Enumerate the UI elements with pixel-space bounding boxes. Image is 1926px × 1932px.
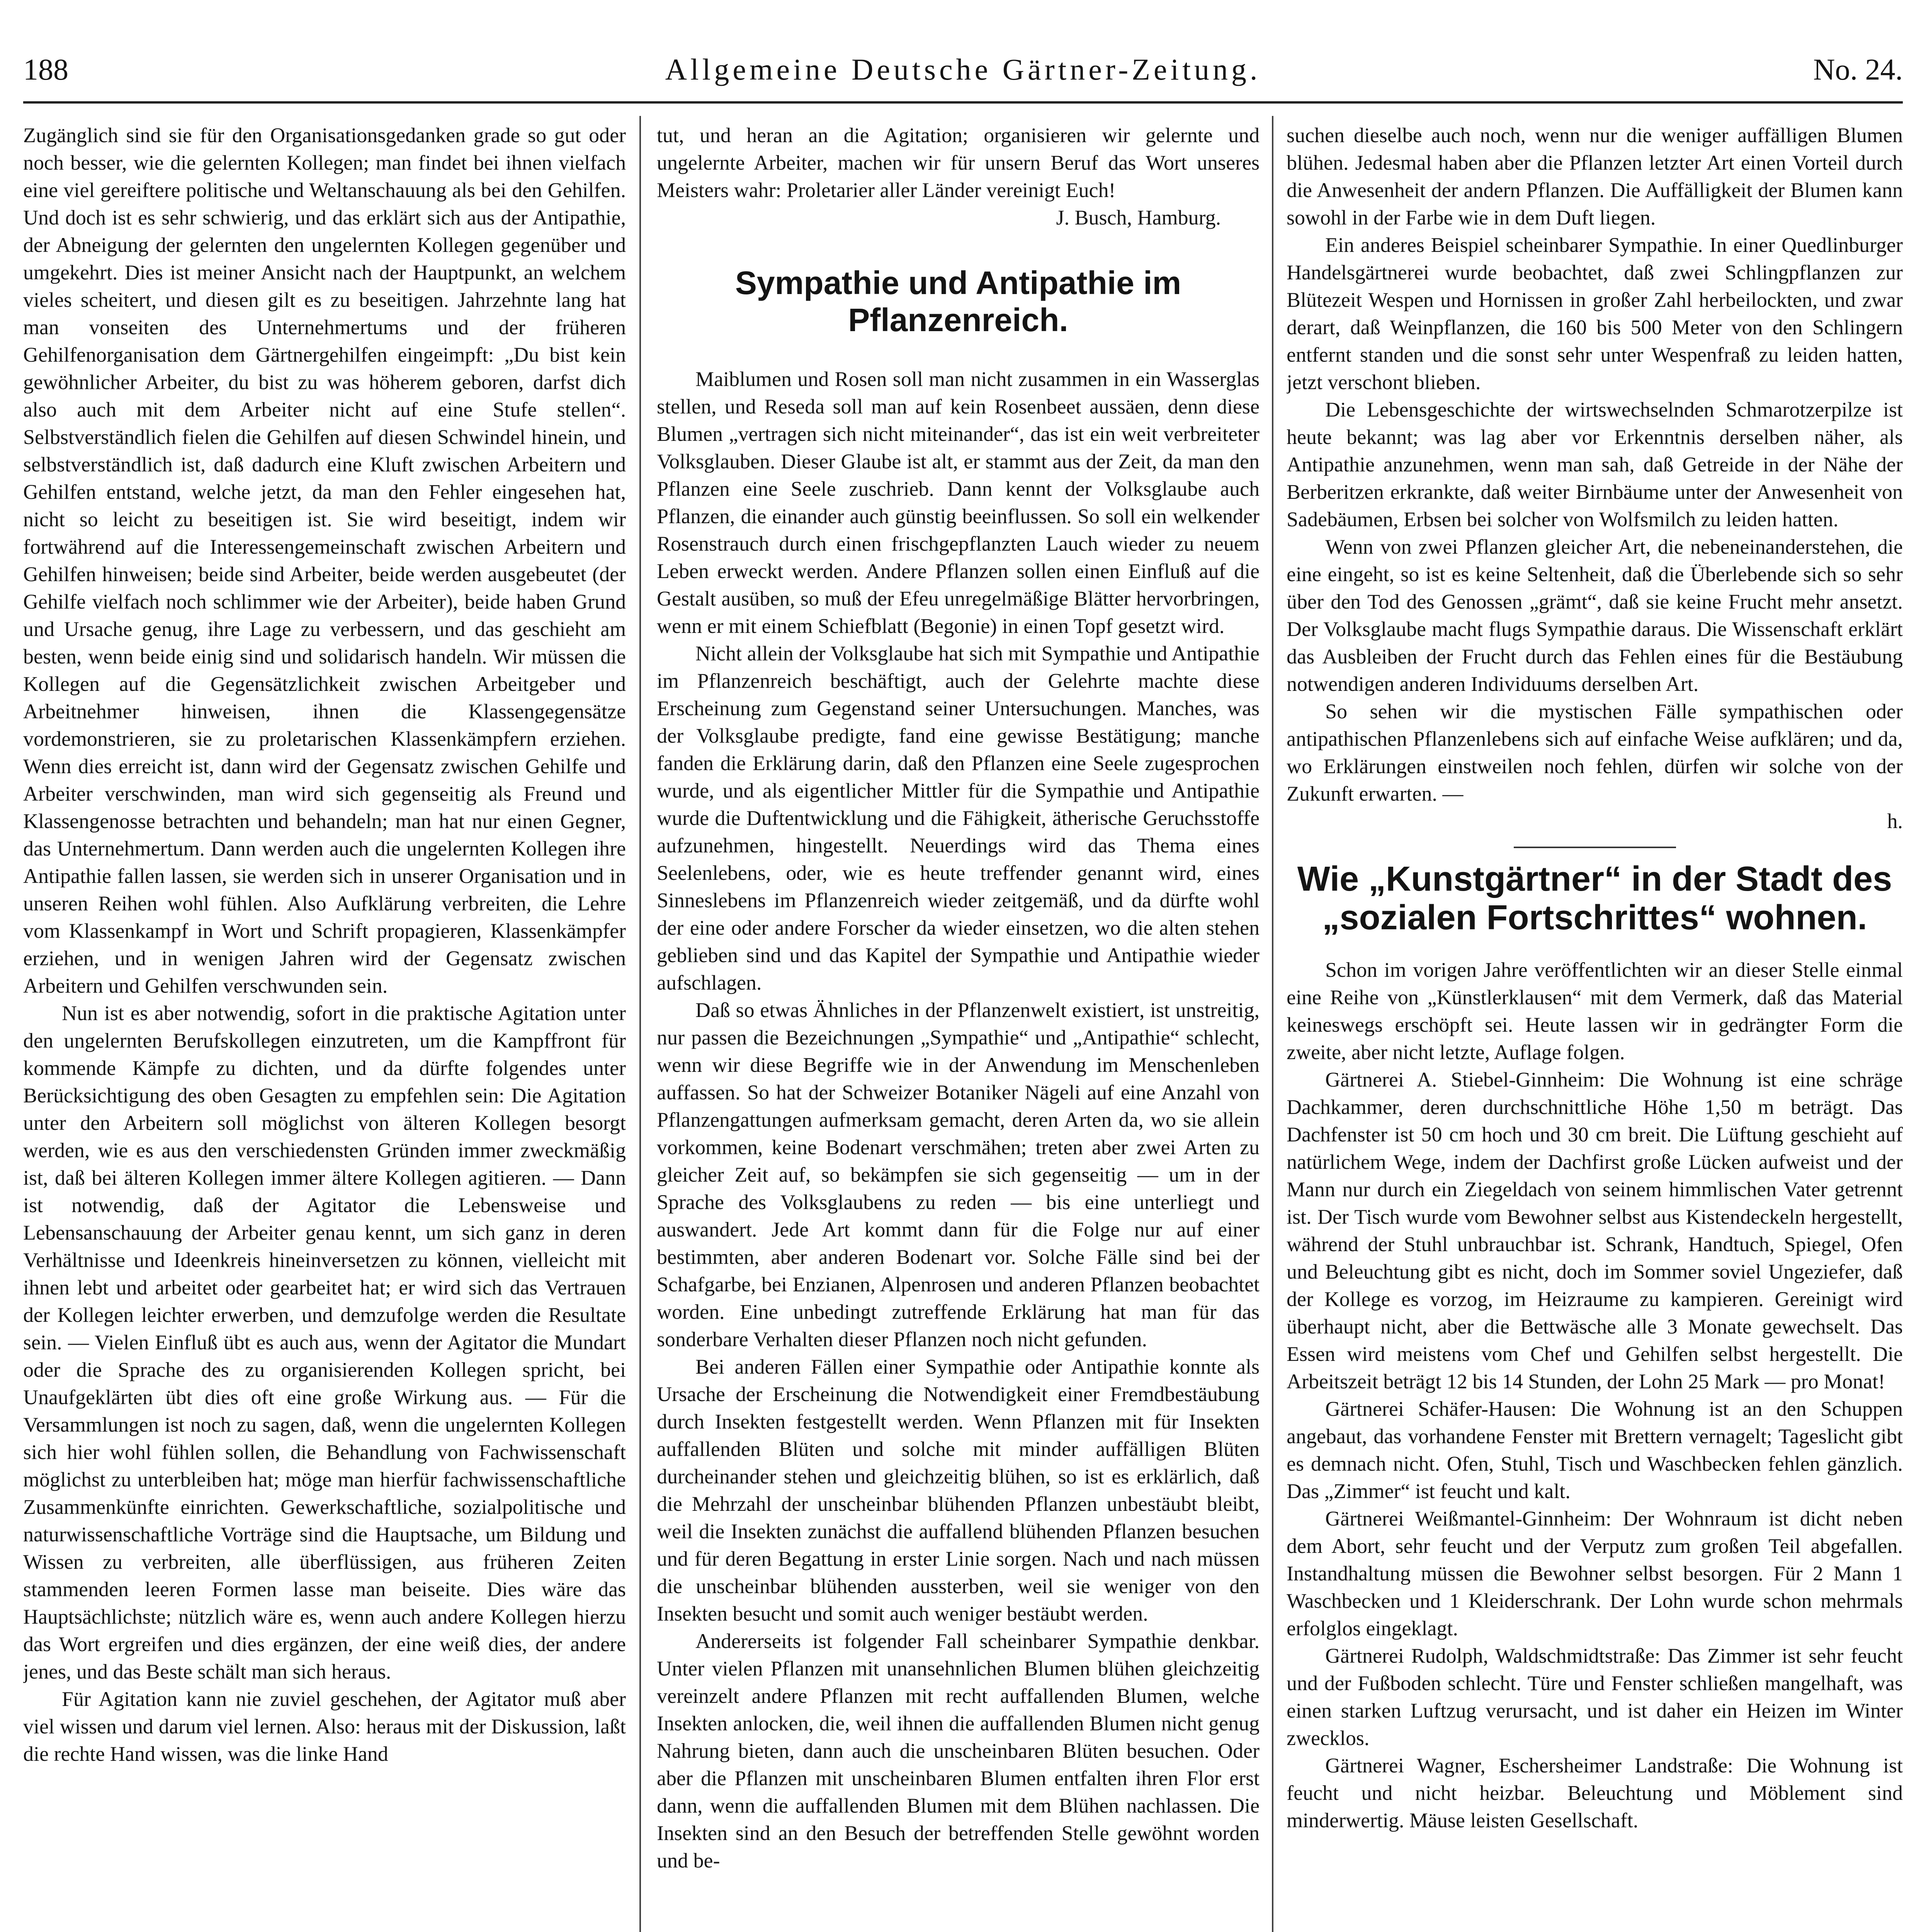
article-paragraph: Gärtnerei Weißmantel-Ginnheim: Der Wohnraum ist dicht neben dem Abort, sehr feucht und der Verputz zum großen Teil abgefallen. Instandhaltung müssen die Bewohner selbst besorgen. Für 2 Mann 1 Waschbecken und 1 Kleiderschrank. Der Lohn wurde schon mehrmals erfolglos eingeklagt. — [1287, 1507, 1903, 1640]
column-1 — [23, 122, 626, 1768]
article-paragraph: Zugänglich sind sie für den Organisationsgedanken grade so gut oder noch besser, wie die gelernten Kollegen; man findet bei ihnen vielfach eine viel gereiftere politische und Weltanschauung als bei den Gehilfen. Und doch ist es sehr schwierig, und das erklärt sich aus der Antipathie, der Abneigung der gelernten den ungelernten Kollegen gegenüber und umgekehrt. Dies ist meiner Ansicht nach der Hauptpunkt, an welchem vieles scheitert, und diesen gilt es zu beseitigen. Jahrzehnte lang hat man vonseiten des Unternehmertums und der früheren Gehilfenorganisation dem Gärtnergehilfen eingeimpft: „Du bist kein gewöhnlicher Arbeiter, du bist zu was höherem geboren, darfst dich also auch mit dem Arbeiter nicht auf eine Stufe stellen“. Selbstverständlich fielen die Gehilfen auf diesen Schwindel hinein, und selbstverständlich ist, daß dadurch eine Kluft zwischen Arbeitern und Gehilfen entstand, welche jetzt, da man den Fehler eingesehen hat, nicht so leicht zu beseitigen ist. Sie wird beseitigt, indem wir fortwährend auf die Interessengemeinschaft zwischen Arbeitern und Gehilfen hinweisen; beide sind Arbeiter, beide werden ausgebeutet (der Gehilfe vielfach noch schlimmer wie der Arbeiter), beide haben Grund und Ursache genug, ihre Lage zu verbessern, und das geschieht am besten, wenn beide einig sind und solidarisch handeln. Wir müssen die Kollegen auf die Gegensätzlichkeit zwischen Arbeitgeber und Arbeitnehmer hinweisen, ihnen die Klassengegensätze vordemonstrieren, sie zu proletarischen Klassenkämpfern erziehen. Wenn dies erreicht ist, dann wird der Gegensatz zwischen Gehilfe und Arbeiter verschwinden, man wird sich gegenseitig als Freund und Klassengenosse betrachten und behandeln; man hat nur einen Gegner, das Unternehmertum. Dann werden auch die ungelernten Kollegen ihre Antipathie fallen lassen, sie werden sich in unserer Organisation und in unseren Reihen wohl fühlen. Also Aufklärung verbreiten, die Lehre vom Klassenkampf in Wort und Schrift propagieren, Klassenkämpfer erziehen, und in wenigen Jahren wird der Gegensatz zwischen Arbeitern und Gehilfen verschwunden sein. — [23, 124, 626, 997]
page-header — [23, 50, 1903, 97]
article-paragraph: Daß so etwas Ähnliches in der Pflanzenwelt existiert, ist unstreitig, nur passen die Bezeichnungen „Sympathie“ und „Antipathie“ schlecht, wenn wir diese Begriffe wie in der Anwendung im Menschenleben auffassen. So hat der Schweizer Botaniker Nägeli auf eine Anzahl von Pflanzengattungen aufmerksam gemacht, deren Arten da, wo sie allein vorkommen, keine Bodenart verschmähen; treten aber zwei Arten zu gleicher Zeit auf, so bekämpfen sie sich gegenseitig — um in der Sprache des Volksglaubens zu reden — bis eine unterliegt und auswandert. Jede Art kommt dann für die Folge nur auf einer bestimmten, aber anderen Bodenart vor. Solche Fälle sind bei der Schafgarbe, bei Enzianen, Alpenrosen und anderen Pflanzen beobachtet worden. Eine unbedingt zutreffende Erklärung hat man für das sonderbare Verhalten dieser Pflanzen noch nicht gefunden. — [657, 998, 1260, 1351]
journal-title: Allgemeine Deutsche Gärtner-Zeitung. — [665, 53, 1261, 86]
article-paragraph: So sehen wir die mystischen Fälle sympathischen oder antipathischen Pflanzenlebens sich auf einfache Weise aufklären; und da, wo Erklärungen einstweilen noch fehlen, dürfen wir solche von der Zukunft erwarten. — — [1287, 700, 1903, 805]
issue-number: No. 24. — [1813, 53, 1903, 86]
article-paragraph: Gärtnerei Schäfer-Hausen: Die Wohnung ist an den Schuppen angebaut, das vorhandene Fenster mit Brettern vernagelt; Tageslicht gibt es demnach nicht. Ofen, Stuhl, Tisch und Waschbecken fehlen gänzlich. Das „Zimmer“ ist feucht und kalt. — [1287, 1397, 1903, 1503]
column-divider — [639, 116, 641, 1932]
header-rule — [23, 101, 1903, 104]
section-separator — [1514, 847, 1676, 848]
article-paragraph: suchen dieselbe auch noch, wenn nur die weniger auffälligen Blumen blühen. Jedesmal haben aber die Pflanzen letzter Art einen Vorteil durch die Anwesenheit der andern Pflanzen. Die Auffälligkeit der Blumen kann sowohl in der Farbe wie in dem Duft liegen. — [1287, 124, 1903, 229]
article-paragraph: Andererseits ist folgender Fall scheinbarer Sympathie denkbar. Unter vielen Pflanzen mit unansehnlichen Blumen blühen gleichzeitig vereinzelt andere Pflanzen mit recht auffallenden Blumen, welche Insekten anlocken, die, weil ihnen die auffallenden Blumen nicht genug Nahrung bieten, dann auch die unscheinbaren Blüten besuchen. Oder aber die Pflanzen mit unscheinbaren Blumen entfalten ihren Flor erst dann, wenn die auffallenden Blumen mit dem Blühen nachlassen. Die Insekten sind an den Besuch der betreffenden Stelle gewöhnt worden und be- — [657, 1629, 1260, 1872]
article-paragraph: Ein anderes Beispiel scheinbarer Sympathie. In einer Quedlinburger Handelsgärtnerei wurde beobachtet, daß zwei Schlingpflanzen zur Blütezeit Wespen und Hornissen in großer Zahl herbeilockten, und zwar derart, daß Weinpflanzen, die 160 bis 500 Meter von den Schlingern entfernt standen und die sonst sehr unter Wespenfraß zu leiden hatten, jetzt verschont blieben. — [1287, 233, 1903, 394]
article-title: Sympathie und Antipathie im Pflanzenreich. — [735, 265, 1181, 338]
column-2 — [657, 122, 1260, 1874]
article-paragraph: Gärtnerei Rudolph, Waldschmidtstraße: Das Zimmer ist sehr feucht und der Fußboden schlecht. Türe und Fenster schließen mangelhaft, was einen starken Luftzug verursacht, und ist daher ein Heizen im Winter zwecklos. — [1287, 1644, 1903, 1750]
column-3 — [1287, 122, 1903, 1834]
article-paragraph: Schon im vorigen Jahre veröffentlichten wir an dieser Stelle einmal eine Reihe von „Künstlerklausen“ mit dem Vermerk, daß das Material keineswegs erschöpft sei. Heute lassen wir in gedrängter Form die zweite, aber nicht letzte, Auflage folgen. — [1287, 958, 1903, 1064]
article-paragraph: Gärtnerei A. Stiebel-Ginnheim: Die Wohnung ist eine schräge Dachkammer, deren durchschnittliche Höhe 1,50 m beträgt. Das Dachfenster ist 50 cm hoch und 30 cm breit. Die Lüftung geschieht auf natürlichem Wege, indem der Dachfirst große Lücken aufweist und der Mann nur durch ein Ziegeldach von seinem himmlischen Vater getrennt ist. Der Tisch wurde vom Bewohner selbst aus Kistendeckeln hergestellt, während der Stuhl unbrauchbar ist. Schrank, Handtuch, Spiegel, Ofen und Beleuchtung gibt es nicht, doch im Sommer soviel Ungeziefer, daß der Kollege es vorzog, im Heizraume zu kampieren. Gereinigt wird überhaupt nicht, aber die Bettwäsche alle 3 Monate gewechselt. Das Essen wird meistens vom Chef und Gehilfen selbst hergestellt. Die Arbeitszeit beträgt 12 bis 14 Stunden, der Lohn 25 Mark — pro Monat! — [1287, 1068, 1903, 1393]
page-number: 188 — [23, 53, 68, 86]
article-paragraph: Nun ist es aber notwendig, sofort in die praktische Agitation unter den ungelernten Berufskollegen einzutreten, um die Kampffront für kommende Kämpfe zu dichten, und da dürfte folgendes unter Berücksichtigung des oben Gesagten zu empfehlen sein: Die Agitation unter den Arbeitern soll möglichst von älteren Kollegen besorgt werden, wie es aus den verschiedensten Gründen immer zweckmäßig ist, daß bei älteren Kollegen immer ältere Kollegen agitieren. — Dann ist notwendig, daß der Agitator die Lebensweise und Lebensanschauung der Arbeiter genau kennt, um sich ganz in deren Verhältnisse und Ideenkreis hineinversetzen zu können, vielleicht mit ihnen lebt und arbeitet oder gearbeitet hat; er wird sich das Vertrauen der Kollegen leichter erwerben, und demzufolge werden die Resultate sein. — Vielen Einfluß übt es auch aus, wenn der Agitator die Mundart oder die Sprache des zu organisierenden Kollegen spricht, bei Unaufgeklärten übt dies oft eine große Wirkung aus. — Für die Versammlungen ist noch zu sagen, daß, wenn die ungelernten Kollegen sich hier wohl fühlen sollen, die Behandlung von Fachwissenschaft möglichst zu unterbleiben hat; möge man hierfür fachwissenschaftliche Zusammenkünfte einrichten. Gewerkschaftliche, sozialpolitische und naturwissenschaftliche Vorträge sind die Hauptsache, um Bildung und Wissen zu verbreiten, alle überflüssigen, aus früheren Zeiten stammenden leeren Formen lasse man beiseite. Dies wäre das Hauptsächlichste; nützlich wäre es, wenn auch andere Kollegen hierzu das Wort ergreifen und dies ergänzen, der eine weiß dies, der andere jenes, und das Beste schält man sich heraus. — [23, 1002, 626, 1683]
article-signature: J. Busch, Hamburg. — [1056, 206, 1221, 229]
column-divider — [1272, 116, 1273, 1932]
article-paragraph: Nicht allein der Volksglaube hat sich mit Sympathie und Antipathie im Pflanzenreich beschäftigt, auch der Gelehrte machte diese Erscheinung zum Gegenstand seiner Untersuchungen. Manches, was der Volksglaube predigte, fand eine gewisse Bestätigung; manche fanden die Erklärung darin, daß den Pflanzen eine Seele zugesprochen wurde, und als eigentlicher Mittler für die Sympathie und Antipathie wurde die Duftentwicklung und die Fähigkeit, ätherische Geruchsstoffe aufzunehmen, hingestellt. Neuerdings wird das Thema eines Seelenlebens, oder, wie es heute treffender genannt wird, eines Sinneslebens im Pflanzenreich wieder zeitgemäß, und da dürfte wohl der eine oder andere Forscher da wieder einsetzen, wo die alten stehen geblieben sind und das Kapitel der Sympathie und Antipathie wieder aufschlagen. — [657, 642, 1260, 994]
article-paragraph: Maiblumen und Rosen soll man nicht zusammen in ein Wasserglas stellen, und Reseda soll man auf kein Rosenbeet aussäen, denn diese Blumen „vertragen sich nicht miteinander“, das ist ein weit verbreiteter Volksglauben. Dieser Glaube ist alt, er stammt aus der Zeit, da man den Pflanzen eine Seele zuschrieb. Dann kennt der Volksglaube auch Pflanzen, die einander auch günstig beeinflussen. So soll ein welkender Rosenstrauch durch einen frischgepflanzten Lauch wieder zu neuem Leben erweckt werden. Andere Pflanzen sollen einen Einfluß auf die Gestalt ausüben, so muß der Efeu unregelmäßige Blätter hervorbringen, wenn er mit einem Schiefblatt (Begonie) in einen Topf gesetzt wird. — [657, 367, 1260, 638]
article-signature: h. — [1887, 810, 1903, 833]
article-paragraph: Die Lebensgeschichte der wirtswechselnden Schmarotzerpilze ist heute bekannt; was lag aber vor Erkenntnis derselben näher, als Antipathie anzunehmen, wenn man sah, daß Getreide in der Nähe der Berberitzen erkrankte, daß weiter Birnbäume unter der Anwesenheit von Sadebäumen, Erbsen bei solcher von Wolfsmilch zu leiden hatten. — [1287, 398, 1903, 531]
article-continuation: tut, und heran an die Agitation; organisieren wir gelernte und ungelernte Arbeiter, machen wir für unsern Beruf das Wort unseres Meisters wahr: Proletarier aller Länder vereinigt Euch! — [657, 124, 1260, 202]
article-paragraph: Für Agitation kann nie zuviel geschehen, der Agitator muß aber viel wissen und darum viel lernen. Also: heraus mit der Diskussion, laßt die rechte Hand wissen, was die linke Hand — [23, 1687, 626, 1765]
article-title: Wie „Kunstgärtner“ in der Stadt des „sozialen Fortschrittes“ wohnen. — [1297, 860, 1892, 937]
article-paragraph: Bei anderen Fällen einer Sympathie oder Antipathie konnte als Ursache der Erscheinung die Notwendigkeit einer Fremdbestäubung durch Insekten festgestellt werden. Wenn Pflanzen mit für Insekten auffallenden Blüten und solche mit minder auffälligen Blüten durcheinander stehen und gleichzeitig blühen, so ist es erklärlich, daß die Mehrzahl der unscheinbar blühenden Pflanzen unbestäubt bleibt, weil die Insekten zunächst die auffallend blühenden Pflanzen besuchen und für deren Begattung in erster Linie sorgen. Nach und nach müssen die unscheinbar blühenden aussterben, weil sie weniger von den Insekten besucht und somit auch weniger bestäubt werden. — [657, 1355, 1260, 1625]
article-paragraph: Gärtnerei Wagner, Eschersheimer Landstraße: Die Wohnung ist feucht und nicht heizbar. Beleuchtung und Möblement sind minderwertig. Mäuse leisten Gesellschaft. — [1287, 1754, 1903, 1832]
article-paragraph: Wenn von zwei Pflanzen gleicher Art, die nebeneinanderstehen, die eine eingeht, so ist es keine Seltenheit, daß die Überlebende sich so sehr über den Tod des Genossen „grämt“, daß sie keine Frucht mehr ansetzt. Der Volksglaube macht flugs Sympathie daraus. Die Wissenschaft erklärt das Ausbleiben der Frucht durch das Fehlen eines für die Bestäubung notwendigen anderen Individuums derselben Art. — [1287, 535, 1903, 696]
